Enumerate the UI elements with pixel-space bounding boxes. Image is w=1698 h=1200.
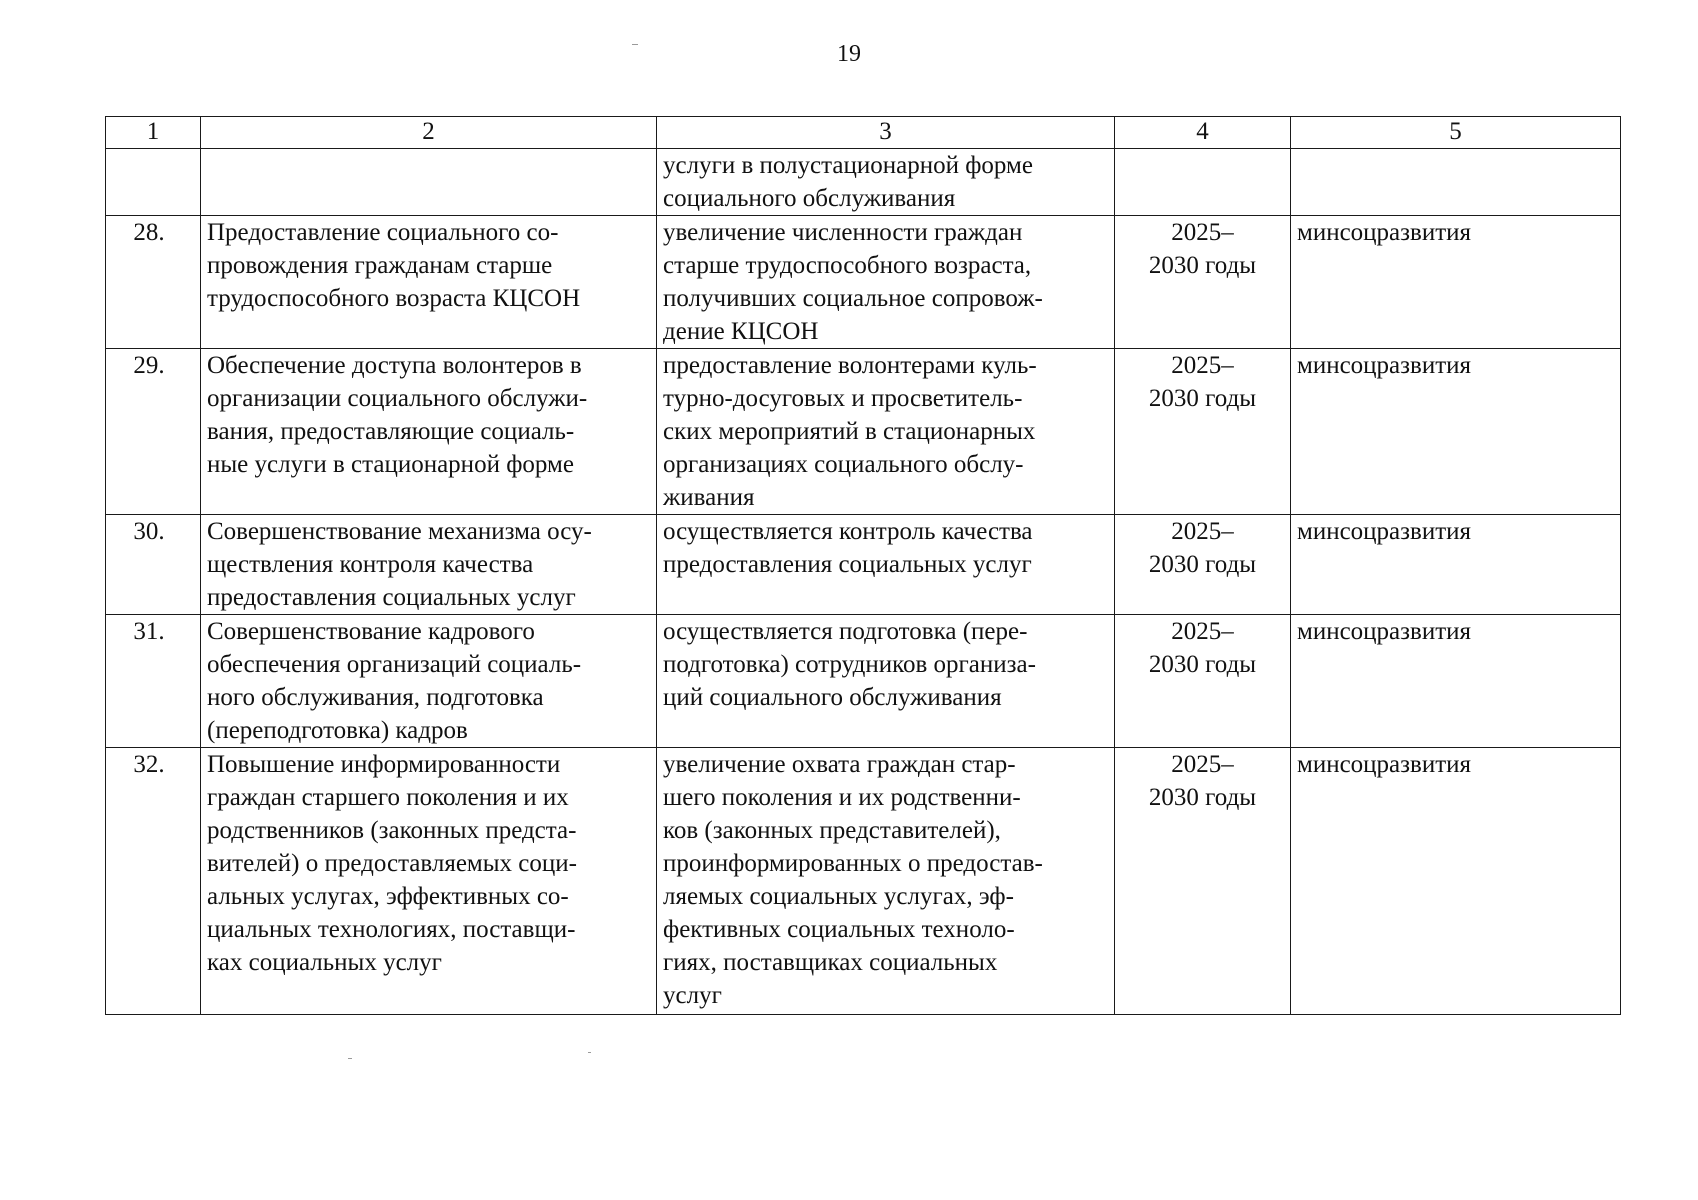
expected-result-line: фективных социальных техноло- bbox=[663, 916, 1015, 943]
scan-speck bbox=[632, 44, 638, 45]
expected-result-line: услуги в полустационарной форме bbox=[663, 152, 1033, 179]
expected-result-line: ских мероприятий в стационарных bbox=[663, 418, 1036, 445]
table-row bbox=[106, 216, 1621, 349]
measure-name-line: трудоспособного возраста КЦСОН bbox=[207, 285, 581, 312]
responsible-executor: минсоцразвития bbox=[1291, 515, 1621, 615]
expected-result bbox=[657, 216, 1115, 349]
implementation-period-line: 2030 годы bbox=[1148, 385, 1257, 412]
measure-name bbox=[201, 216, 657, 349]
measure-name bbox=[201, 515, 657, 615]
expected-result-line: живания bbox=[663, 484, 755, 511]
column-number-3: 3 bbox=[657, 117, 1115, 149]
column-number-4: 4 bbox=[1115, 117, 1291, 149]
measures-table bbox=[105, 116, 1621, 1015]
expected-result bbox=[657, 515, 1115, 615]
column-number-5: 5 bbox=[1291, 117, 1621, 149]
responsible-executor bbox=[1291, 149, 1621, 216]
expected-result bbox=[657, 349, 1115, 515]
expected-result-line: социального обслуживания bbox=[663, 185, 956, 212]
row-number bbox=[106, 149, 201, 216]
page-number: 19 bbox=[837, 41, 861, 67]
measure-name-line: обеспечения организаций социаль- bbox=[207, 651, 582, 678]
table-header-row bbox=[106, 117, 1621, 149]
expected-result-line: ций социального обслуживания bbox=[663, 684, 1002, 711]
expected-result-line: турно-досуговых и просветитель- bbox=[663, 385, 1023, 412]
row-number: 32. bbox=[106, 748, 201, 1015]
measure-name bbox=[201, 349, 657, 515]
expected-result-line: ков (законных представителей), bbox=[663, 817, 1001, 844]
row-number: 29. bbox=[106, 349, 201, 515]
table-row-continuation bbox=[106, 149, 1621, 216]
implementation-period-line: 2025– bbox=[1171, 618, 1234, 645]
measure-name-line: Предоставление социального со- bbox=[207, 219, 559, 246]
implementation-period bbox=[1115, 349, 1291, 515]
expected-result-line: шего поколения и их родственни- bbox=[663, 784, 1021, 811]
expected-result-line: ляемых социальных услугах, эф- bbox=[663, 883, 1014, 910]
column-number-2: 2 bbox=[201, 117, 657, 149]
measure-name-line: Повышение информированности bbox=[207, 751, 561, 778]
implementation-period-line: 2030 годы bbox=[1148, 784, 1257, 811]
expected-result-line: увеличение охвата граждан стар- bbox=[663, 751, 1016, 778]
expected-result bbox=[657, 615, 1115, 748]
expected-result-line: услуг bbox=[663, 982, 722, 1009]
measure-name-line: ках социальных услуг bbox=[207, 949, 442, 976]
implementation-period bbox=[1115, 615, 1291, 748]
expected-result-line: проинформированных о предостав- bbox=[663, 850, 1043, 877]
measure-name-line: родственников (законных предста- bbox=[207, 817, 577, 844]
expected-result-line: подготовка) сотрудников организа- bbox=[663, 651, 1036, 678]
table-row bbox=[106, 515, 1621, 615]
expected-result-line: осуществляется подготовка (пере- bbox=[663, 618, 1028, 645]
implementation-period-line: 2025– bbox=[1171, 518, 1234, 545]
expected-result-line: старше трудоспособного возраста, bbox=[663, 252, 1032, 279]
implementation-period-line: 2025– bbox=[1171, 219, 1234, 246]
measure-name-line: альных услугах, эффективных со- bbox=[207, 883, 569, 910]
implementation-period bbox=[1115, 149, 1291, 216]
expected-result-line: дение КЦСОН bbox=[663, 318, 819, 345]
row-number: 31. bbox=[106, 615, 201, 748]
measure-name bbox=[201, 615, 657, 748]
measure-name-line: вания, предоставляющие социаль- bbox=[207, 418, 575, 445]
table-row bbox=[106, 748, 1621, 1015]
responsible-executor: минсоцразвития bbox=[1291, 216, 1621, 349]
implementation-period-line: 2025– bbox=[1171, 352, 1234, 379]
row-number: 28. bbox=[106, 216, 201, 349]
row-number: 30. bbox=[106, 515, 201, 615]
expected-result-line: увеличение численности граждан bbox=[663, 219, 1023, 246]
responsible-executor: минсоцразвития bbox=[1291, 615, 1621, 748]
measure-name-line: Обеспечение доступа волонтеров в bbox=[207, 352, 582, 379]
measure-name-line: ного обслуживания, подготовка bbox=[207, 684, 544, 711]
expected-result-line: организациях социального обслу- bbox=[663, 451, 1024, 478]
expected-result-line: осуществляется контроль качества bbox=[663, 518, 1033, 545]
measure-name bbox=[201, 149, 657, 216]
measure-name-line: вителей) о предоставляемых соци- bbox=[207, 850, 577, 877]
table-row bbox=[106, 615, 1621, 748]
measure-name-line: Совершенствование кадрового bbox=[207, 618, 535, 645]
measure-name-line: граждан старшего поколения и их bbox=[207, 784, 569, 811]
implementation-period bbox=[1115, 515, 1291, 615]
expected-result-line: получивших социальное сопровож- bbox=[663, 285, 1043, 312]
implementation-period-line: 2030 годы bbox=[1148, 551, 1257, 578]
expected-result bbox=[657, 748, 1115, 1015]
implementation-period bbox=[1115, 748, 1291, 1015]
scan-speck bbox=[348, 1058, 352, 1059]
expected-result-line: гиях, поставщиках социальных bbox=[663, 949, 998, 976]
measure-name-line: Совершенствование механизма осу- bbox=[207, 518, 592, 545]
implementation-period-line: 2030 годы bbox=[1148, 252, 1257, 279]
expected-result-line: предоставления социальных услуг bbox=[663, 551, 1032, 578]
measure-name-line: организации социального обслужи- bbox=[207, 385, 588, 412]
responsible-executor: минсоцразвития bbox=[1291, 748, 1621, 1015]
scan-speck bbox=[588, 1052, 591, 1053]
implementation-period-line: 2025– bbox=[1171, 751, 1234, 778]
implementation-period-line: 2030 годы bbox=[1148, 651, 1257, 678]
measure-name-line: циальных технологиях, поставщи- bbox=[207, 916, 576, 943]
measure-name-line: провождения гражданам старше bbox=[207, 252, 553, 279]
measure-name-line: ществления контроля качества bbox=[207, 551, 534, 578]
column-number-1: 1 bbox=[106, 117, 201, 149]
expected-result bbox=[657, 149, 1115, 216]
measure-name-line: ные услуги в стационарной форме bbox=[207, 451, 574, 478]
responsible-executor: минсоцразвития bbox=[1291, 349, 1621, 515]
measure-name-line: (переподготовка) кадров bbox=[207, 717, 468, 744]
table-row bbox=[106, 349, 1621, 515]
measure-name bbox=[201, 748, 657, 1015]
measure-name-line: предоставления социальных услуг bbox=[207, 584, 576, 611]
implementation-period bbox=[1115, 216, 1291, 349]
expected-result-line: предоставление волонтерами куль- bbox=[663, 352, 1037, 379]
